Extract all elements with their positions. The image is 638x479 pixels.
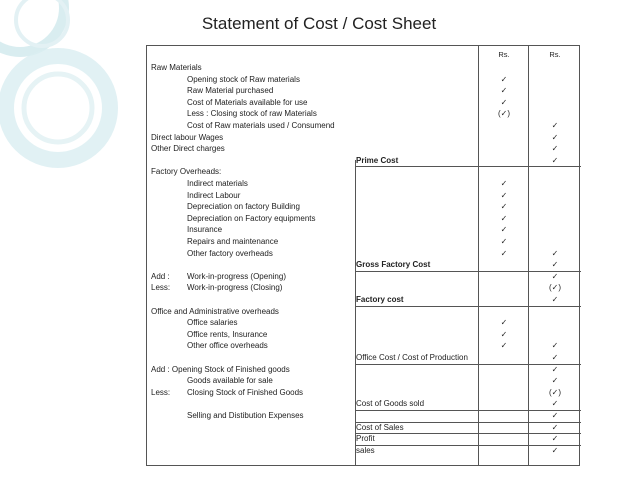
decorative-circles: [0, 0, 150, 260]
table-row: [147, 166, 579, 178]
table-row: [147, 375, 579, 387]
row-description: Raw Materials: [151, 63, 202, 72]
rs-col1-value: ✓: [500, 329, 508, 339]
table-row: [147, 248, 579, 260]
rs-col1-value: ✓: [500, 190, 508, 200]
rs-col1-value: ✓: [500, 74, 508, 84]
cost-sheet-table: [146, 45, 580, 466]
row-description: Indirect materials: [187, 179, 248, 188]
rs-col2-value: ✓: [551, 434, 559, 444]
table-row: [147, 329, 579, 341]
table-row: [147, 398, 579, 410]
table-row: [147, 433, 579, 445]
row-description: Direct labour Wages: [151, 132, 224, 142]
row-summary-label: Prime Cost: [356, 155, 399, 165]
table-row: [147, 445, 579, 457]
rs-col2-value: ✓: [551, 121, 559, 130]
table-row: [147, 178, 579, 190]
table-row: [147, 143, 579, 155]
row-description: Other Direct charges: [151, 144, 225, 154]
rs-col2-value: ✓: [551, 353, 559, 362]
table-row: [147, 317, 579, 329]
table-row: [147, 74, 579, 86]
row-description: Insurance: [187, 225, 223, 235]
row-description: Raw Material purchased: [187, 86, 274, 96]
table-row: [147, 224, 579, 236]
row-summary-label: Office Cost / Cost of Production: [356, 353, 468, 362]
row-description: Less : Closing stock of raw Materials: [187, 109, 317, 119]
row-description: Office and Administrative overheads: [151, 306, 279, 316]
table-row: [147, 97, 579, 109]
row-description: Less:: [151, 283, 171, 293]
rs-col1-value: ✓: [500, 225, 508, 235]
row-summary-label: Factory cost: [356, 295, 404, 304]
row-description: Selling and Distibution Expenses: [187, 411, 304, 420]
row-description: Cost of Materials available for use: [187, 97, 308, 107]
table-row: [147, 190, 579, 202]
table-row: [147, 364, 579, 376]
rs-col2-value: ✓: [551, 341, 559, 351]
rs-col1-value: ✓: [500, 213, 508, 223]
rs-col2-value: ✓: [551, 411, 559, 420]
table-row: [147, 155, 579, 167]
table-row: [147, 259, 579, 271]
rs-col2-value: ✓: [551, 144, 559, 154]
row-description: Add :: [151, 271, 170, 281]
table-row: [147, 62, 579, 74]
row-summary-label: Profit: [356, 434, 375, 444]
rs-col2-value: ✓: [551, 364, 559, 374]
row-summary-label: Gross Factory Cost: [356, 260, 431, 270]
row-description: Other office overheads: [187, 341, 268, 351]
table-row: [147, 132, 579, 144]
rs-col1-value: (✓): [497, 109, 511, 119]
table-row: [147, 201, 579, 213]
rs-col2-value: ✓: [551, 295, 559, 304]
table-row: [147, 85, 579, 97]
row-description: Less:: [151, 387, 171, 397]
rs-col1-value: ✓: [500, 318, 508, 328]
table-row: [147, 387, 579, 399]
rs-col2-value: ✓: [551, 445, 559, 455]
table-row: [147, 306, 579, 318]
row-summary-label: Cost of Goods sold: [356, 399, 425, 409]
table-row: [147, 352, 579, 364]
table-row: [147, 271, 579, 283]
row-description: Repairs and maintenance: [187, 237, 279, 246]
rs-col2-value: ✓: [551, 376, 559, 386]
rs-col2-value: (✓): [548, 283, 562, 293]
rs-col1-value: ✓: [500, 179, 508, 188]
rs-header-2: Rs.: [549, 50, 561, 59]
table-row: [147, 282, 579, 294]
rs-col1-value: ✓: [500, 202, 508, 212]
row-description: Other factory overheads: [187, 248, 273, 258]
table-row: [147, 213, 579, 225]
rs-col1-value: ✓: [500, 97, 508, 107]
rs-col2-value: ✓: [551, 399, 559, 409]
row-summary-label: sales: [356, 445, 375, 455]
row-description: Office salaries: [187, 318, 238, 328]
rs-col1-value: ✓: [500, 86, 508, 96]
rs-col1-value: ✓: [500, 341, 508, 351]
table-row: [147, 236, 579, 248]
row-description: Add : Opening Stock of Finished goods: [151, 364, 290, 374]
rs-col2-value: ✓: [551, 155, 559, 165]
row-description: Depreciation on Factory equipments: [187, 213, 316, 223]
header-row: [147, 49, 579, 61]
row-summary-label: Cost of Sales: [356, 422, 404, 432]
row-description: Cost of Raw materials used / Consumend: [187, 121, 335, 130]
row-description: Office rents, Insurance: [187, 329, 268, 339]
rs-col2-value: ✓: [551, 271, 559, 281]
table-row: [147, 294, 579, 306]
row-sub-description: Closing Stock of Finished Goods: [187, 387, 304, 397]
row-description: Depreciation on factory Building: [187, 202, 300, 212]
rs-header-1: Rs.: [498, 50, 510, 59]
row-sub-description: Work-in-progress (Opening): [187, 271, 286, 281]
table-row: [147, 120, 579, 132]
table-row: [147, 108, 579, 120]
rs-col2-value: ✓: [551, 132, 559, 142]
row-description: Goods available for sale: [187, 376, 273, 386]
rs-col1-value: ✓: [500, 248, 508, 258]
table-row: [147, 340, 579, 352]
row-description: Indirect Labour: [187, 190, 241, 200]
rs-col2-value: ✓: [551, 260, 559, 270]
row-description: Opening stock of Raw materials: [187, 74, 300, 84]
page-title: Statement of Cost / Cost Sheet: [201, 14, 437, 33]
rs-col2-value: ✓: [551, 248, 559, 258]
rs-col1-value: ✓: [500, 237, 508, 246]
table-row: [147, 410, 579, 422]
table-row: [147, 422, 579, 434]
rs-col2-value: ✓: [551, 422, 559, 432]
row-description: Factory Overheads:: [151, 167, 222, 177]
rs-col2-value: (✓): [548, 387, 562, 397]
row-sub-description: Work-in-progress (Closing): [187, 283, 283, 293]
